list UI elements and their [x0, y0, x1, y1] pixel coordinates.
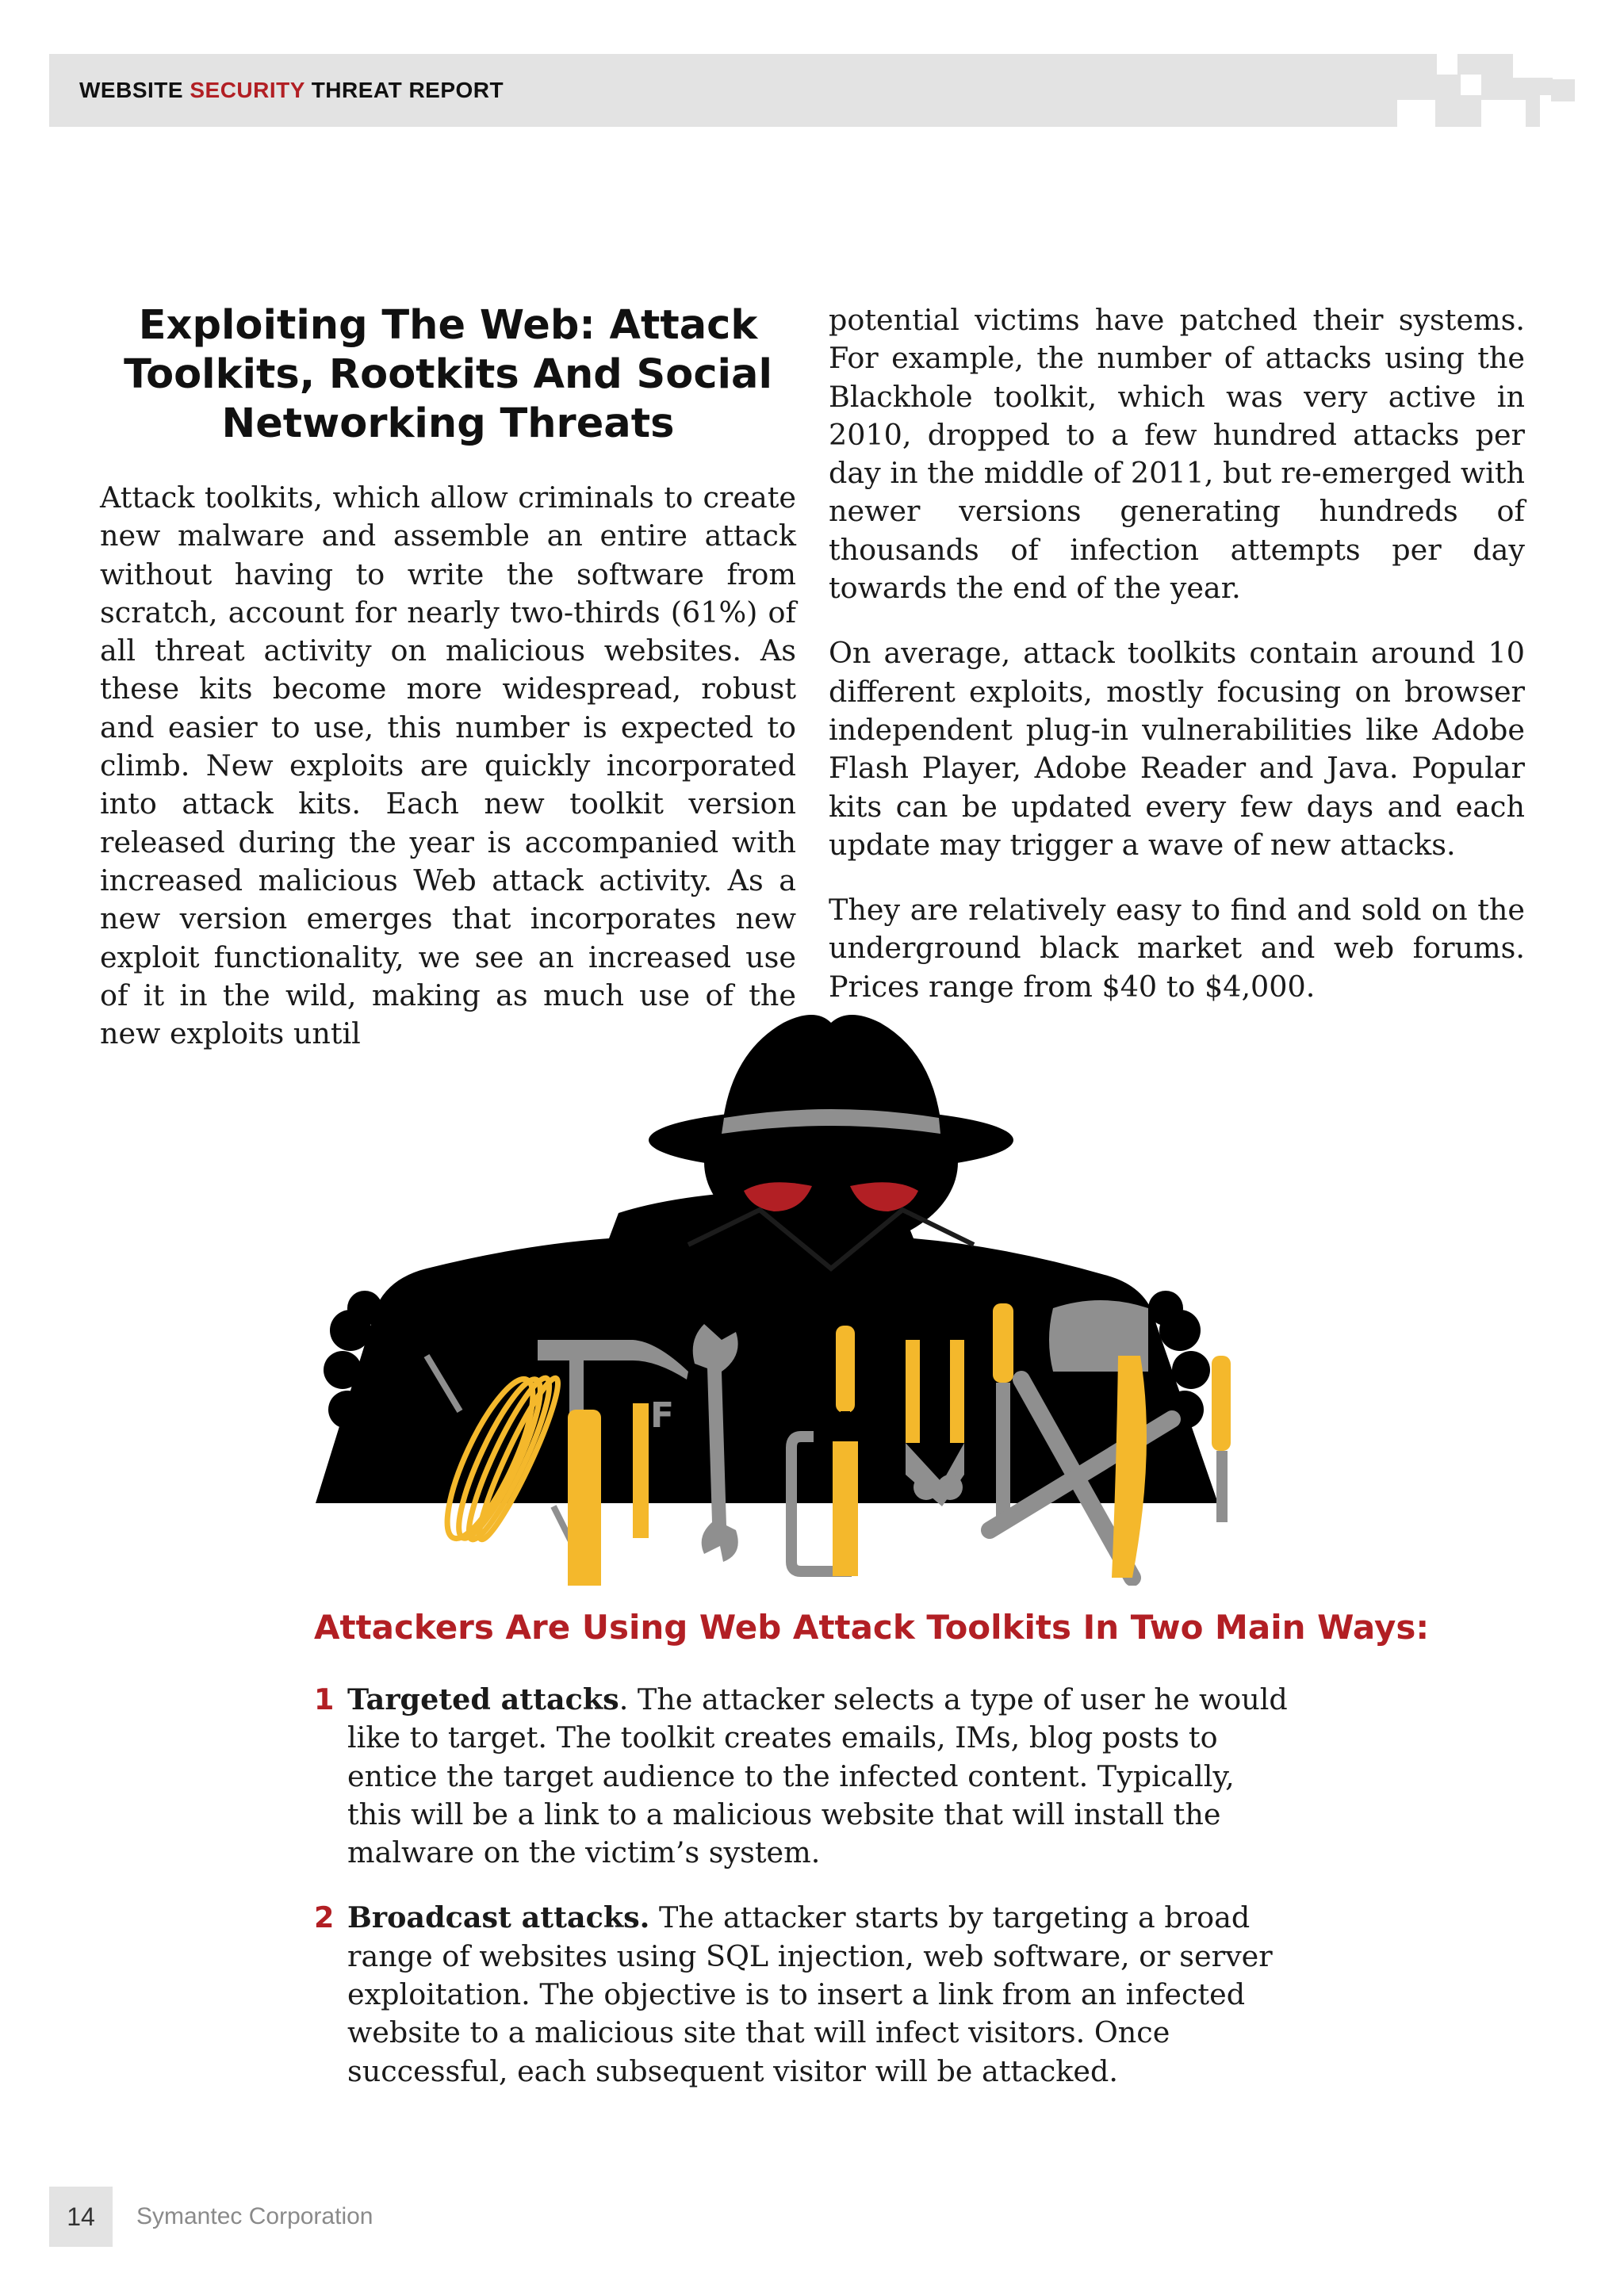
- list-item-lead: Targeted attacks: [347, 1682, 619, 1716]
- body-paragraph: potential victims have patched their systems. For example, the number of attacks using the Blackhole toolkit, which was very active in 2010, dropped to a few hundred attacks per day in the middle of 2011, but re-emerged with newer versions generating hundreds of thousands of infection attempts per day towards the end of the year.: [829, 303, 1525, 606]
- pixel-decoration: [1513, 54, 1553, 78]
- toolkit-list: [314, 1681, 1289, 2118]
- report-title: [79, 54, 504, 127]
- report-header-bar: [49, 54, 1575, 127]
- pixel-decoration: [1553, 54, 1575, 79]
- list-item-lead: Broadcast attacks.: [347, 1900, 650, 1935]
- body-paragraph: Attack toolkits, which allow criminals to create new malware and assemble an entire attack without having to write the software from scratch, account for nearly two-thirds (61%) of all threat activity on malicious websites. As these kits become more widespread, robust and easier to use, this number is expected to climb. New exploits are quickly incorporated into attack kits. Each new toolkit version released during the year is accompanied with increased malicious Web attack activity. As a new version emerges that incorporates new exploit functionality, we see an increased use of it in the wild, making as much use of the new exploits until: [100, 480, 796, 1051]
- pixel-decoration: [1437, 54, 1457, 75]
- pixel-decoration: [1397, 100, 1435, 127]
- pixel-decoration: [1461, 75, 1481, 95]
- page-number: 14: [49, 2187, 113, 2247]
- body-paragraph: They are relatively easy to find and sold on the underground black market and web forums. Prices range from $40 to $4,000.: [829, 893, 1525, 1004]
- hacker-figure-icon: [316, 1015, 1218, 1503]
- pixel-decoration: [1481, 100, 1526, 127]
- right-column: [829, 301, 1525, 1033]
- body-paragraph: On average, attack toolkits contain around 10 different exploits, mostly focusing on browser independent plug-in vulnerabilities like Adobe Flash Player, Adobe Reader and Java. Popular kits can be updated every few days and each update may trigger a wave of new attacks.: [829, 636, 1525, 862]
- footer-organization: Symantec Corporation: [136, 2203, 373, 2229]
- left-column: [100, 301, 796, 1080]
- list-item-number: 1: [314, 1682, 335, 1716]
- list-item-text: The attacker starts by targeting a broad range of websites using SQL injection, web software, or server exploitation. The objective is to insert a link from an infected website to a malicious site that will infect visitors. Once successful, each subsequent visitor will be attacked.: [347, 1900, 1273, 2088]
- hacker-illustration: [316, 1007, 1343, 1586]
- toolkit-heading: Attackers Are Using Web Attack Toolkits In Two Main Ways:: [314, 1608, 1430, 1647]
- report-title-part2: THREAT REPORT: [304, 78, 504, 102]
- report-title-accent: SECURITY: [190, 78, 305, 102]
- list-item: [314, 1681, 1289, 1872]
- list-item-number: 2: [314, 1900, 335, 1935]
- report-title-part1: WEBSITE: [79, 78, 190, 102]
- list-item-text: . The attacker selects a type of user he would like to target. The toolkit creates emails, IMs, blog posts to entice the target audience to the infected content. Typically, this will be a link to a malicious website that will install the malware on the victim’s system.: [347, 1682, 1288, 1870]
- pixel-decoration: [1551, 79, 1575, 101]
- list-item: [314, 1899, 1289, 2090]
- svg-text:F: F: [650, 1395, 675, 1436]
- section-title: Exploiting The Web: Attack Toolkits, Rootkits And Social Networking Threats: [124, 302, 772, 447]
